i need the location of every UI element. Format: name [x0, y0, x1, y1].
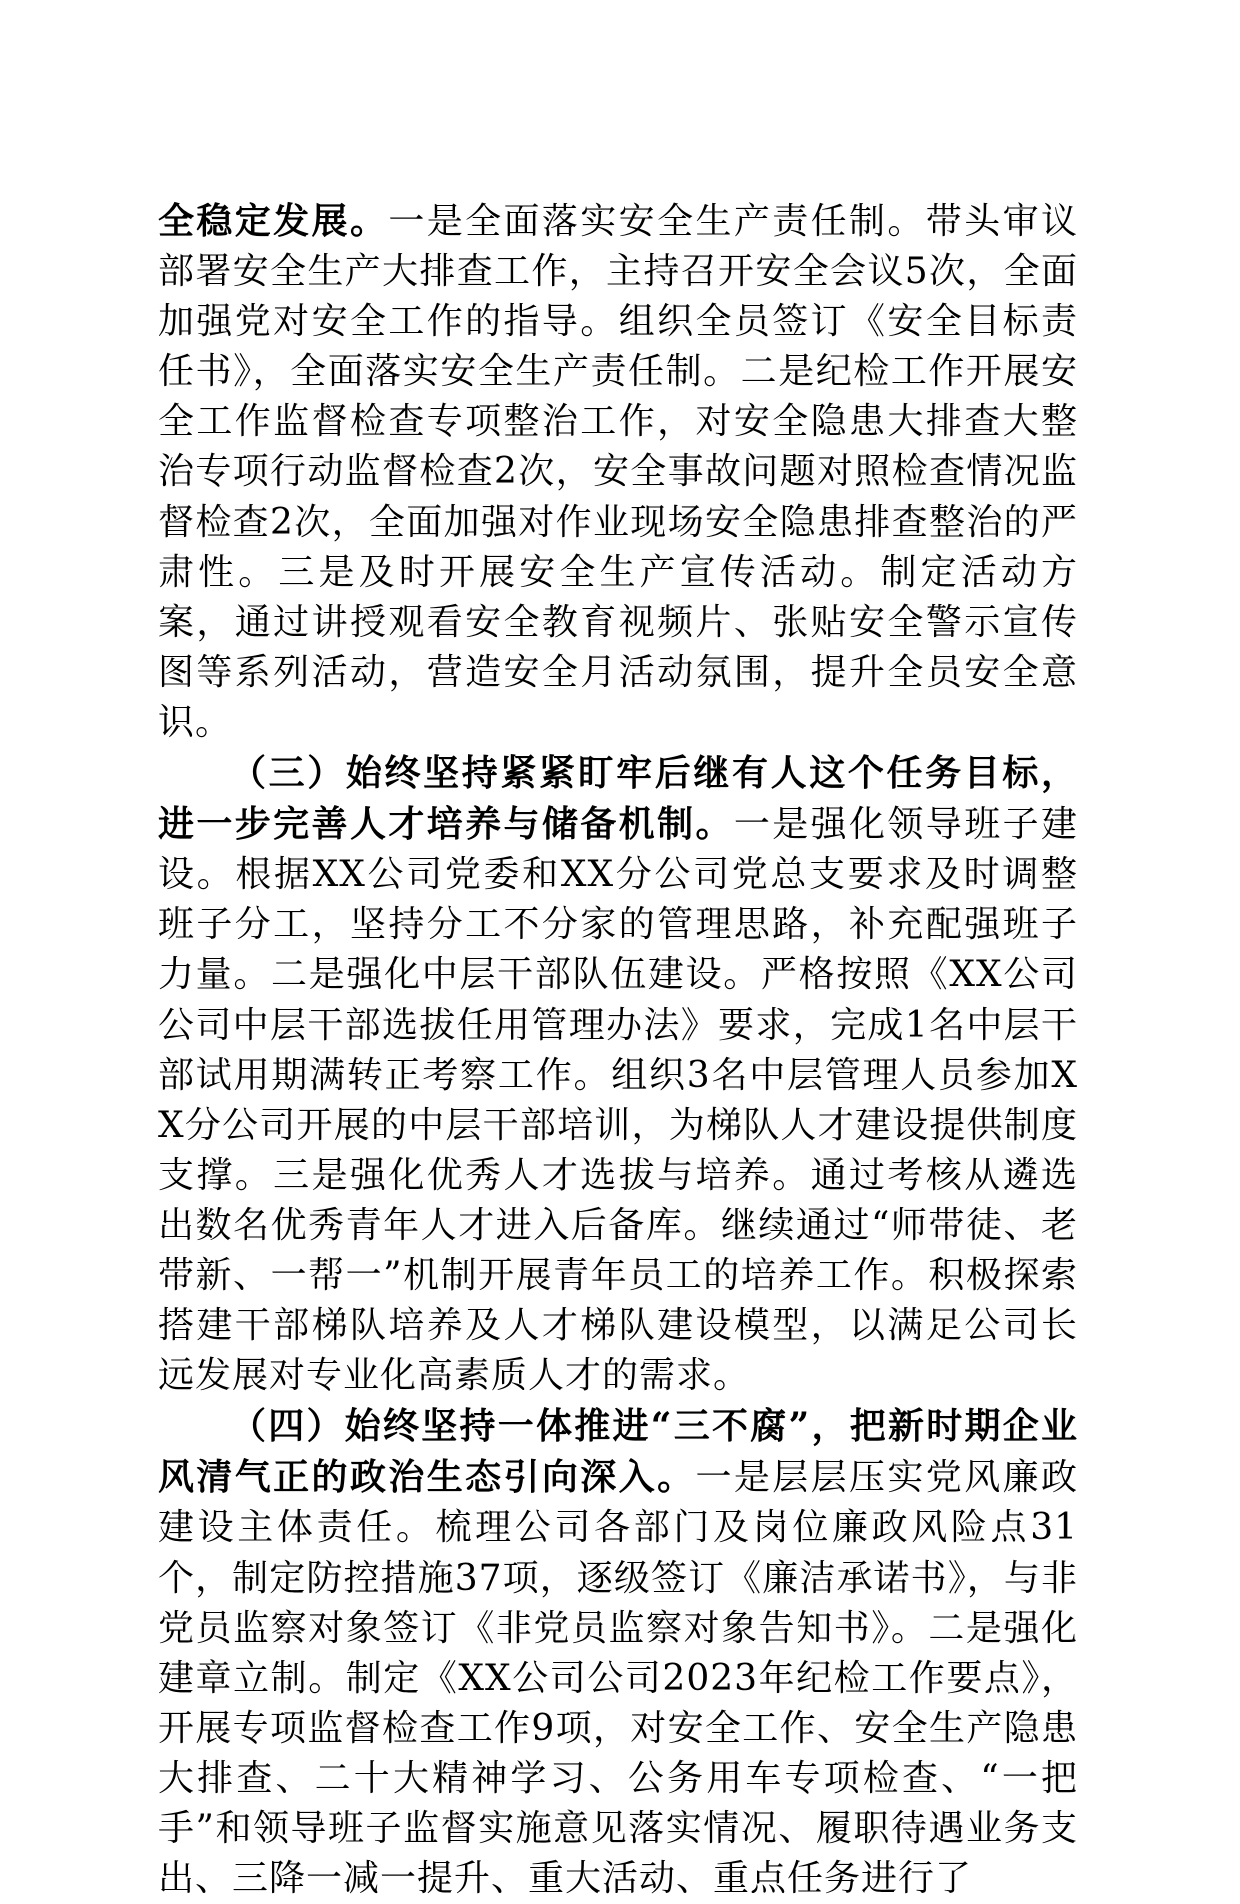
- paragraph-body: 一是全面落实安全生产责任制。带头审议部署安全生产大排查工作，主持召开安全会议5次，全面加强党对安全工作的指导。组织全员签订《安全目标责任书》，全面落实安全生产责任制。二是纪检工作开展安全工作监督检查专项整治工作，对安全隐患大排查大整治专项行动监督检查2次，安全事故问题对照检查情况监督检查2次，全面加强对作业现场安全隐患排查整治的严肃性。三是及时开展安全生产宣传活动。制定活动方案，通过讲授观看安全教育视频片、张贴安全警示宣传图等系列活动，营造安全月活动氛围，提升全员安全意识。: [158, 201, 1078, 743]
- paragraph-safety-production: [158, 196, 1078, 748]
- paragraph-integrity-building: [158, 1401, 1078, 1904]
- section-heading-three: （三）始终坚持紧紧盯牢后继有人这个任务目标，进一步完善人才培养与储备机制。: [158, 752, 1078, 846]
- paragraph-lead: 全稳定发展。: [158, 200, 389, 242]
- document-body: [158, 196, 1078, 1904]
- paragraph-body: 一是层层压实党风廉政建设主体责任。梳理公司各部门及岗位廉政风险点31个，制定防控措施37项，逐级签订《廉洁承诺书》，与非党员监察对象签订《非党员监察对象告知书》。二是强化建章立制。制定《XX公司公司2023年纪检工作要点》，开展专项监督检查工作9项，对安全工作、安全生产隐患大排查、二十大精神学习、公务用车专项检查、“一把手”和领导班子监督实施意见落实情况、履职待遇业务支出、三降一减一提升、重大活动、重点任务进行了: [158, 1457, 1078, 1900]
- section-heading-four: （四）始终坚持一体推进“三不腐”，把新时期企业风清气正的政治生态引向深入。: [158, 1405, 1078, 1499]
- paragraph-body: 一是强化领导班子建设。根据XX公司党委和XX分公司党总支要求及时调整班子分工，坚持分工不分家的管理思路，补充配强班子力量。二是强化中层干部队伍建设。严格按照《XX公司公司中层干部选拔任用管理办法》要求，完成1名中层干部试用期满转正考察工作。组织3名中层管理人员参加XX分公司开展的中层干部培训，为梯队人才建设提供制度支撑。三是强化优秀人才选拔与培养。通过考核从遴选出数名优秀青年人才进入后备库。继续通过“师带徒、老带新、一帮一”机制开展青年员工的培养工作。积极探索搭建干部梯队培养及人才梯队建设模型，以满足公司长远发展对专业化高素质人才的需求。: [158, 804, 1078, 1397]
- paragraph-talent-training: [158, 748, 1078, 1401]
